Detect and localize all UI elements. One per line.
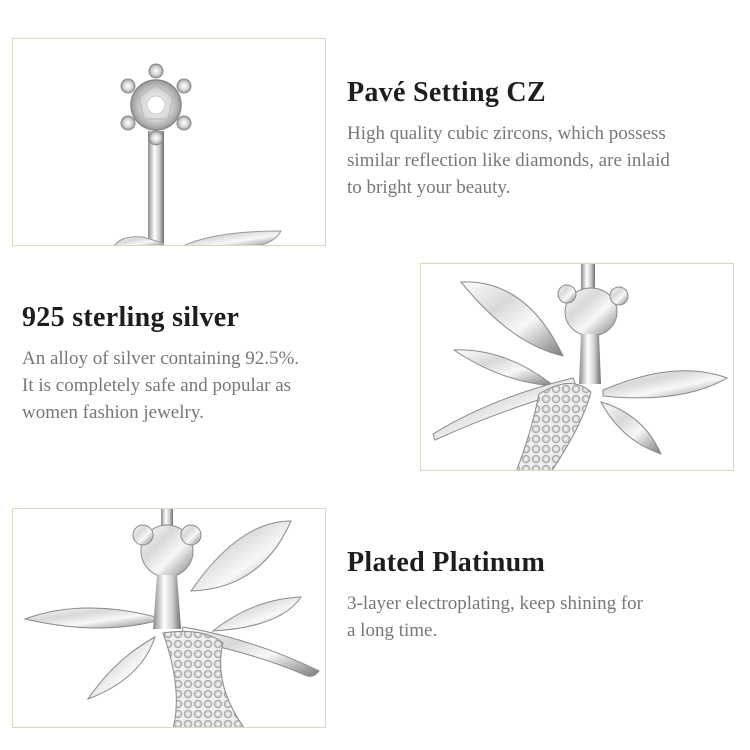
feature-description	[347, 590, 643, 644]
feature-description-line: 3-layer electroplating, keep shining for	[347, 593, 643, 614]
fairy-earring-image	[420, 263, 734, 471]
feature-description	[22, 345, 299, 426]
feature-sterling-silver	[22, 301, 299, 426]
feature-description-line: It is completely safe and popular as	[22, 375, 292, 396]
feature-title: 925 sterling silver	[22, 302, 240, 333]
feature-description-line: similar reflection like diamonds, are inlaid	[347, 150, 670, 171]
feature-description-line: women fashion jewelry.	[22, 402, 204, 423]
feature-description-line: An alloy of silver containing 92.5%.	[22, 348, 300, 369]
feature-description-line: a long time.	[347, 620, 438, 641]
earring-stone-setting-image	[12, 38, 326, 246]
feature-pave-setting	[347, 76, 670, 201]
feature-description-line: High quality cubic zircons, which possess	[347, 123, 666, 144]
feature-plated-platinum	[347, 546, 643, 644]
feature-title: Plated Platinum	[347, 547, 546, 578]
feature-title: Pavé Setting CZ	[347, 77, 546, 108]
fairy-earring-wings-image	[12, 508, 326, 728]
feature-description	[347, 120, 670, 201]
feature-description-line: to bright your beauty.	[347, 177, 511, 198]
